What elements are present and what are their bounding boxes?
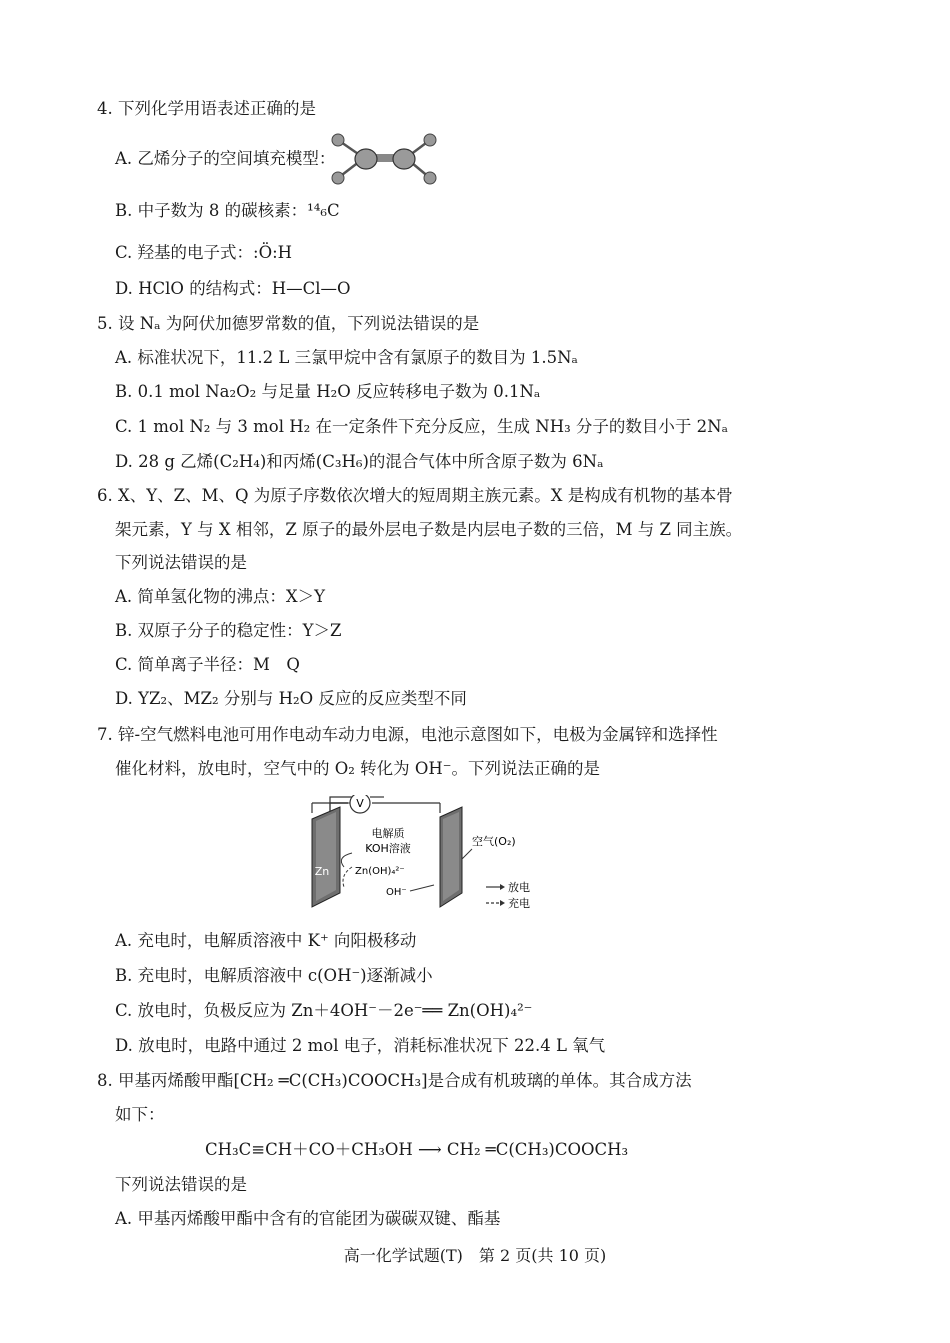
zinc-air-battery-diagram bbox=[300, 795, 550, 920]
q6-stem-line1: 6. X、Y、Z、M、Q 为原子序数依次增大的短周期主族元素。X 是构成有机物的基本骨 bbox=[97, 486, 733, 505]
q6-option-b: B. 双原子分子的稳定性：Y＞Z bbox=[115, 621, 342, 640]
zn-label: Zn bbox=[314, 865, 330, 878]
ethylene-space-filling-model bbox=[326, 132, 442, 186]
q4-option-b: B. 中子数为 8 的碳核素：¹⁴₆C bbox=[115, 201, 340, 220]
q5-stem: 5. 设 Nₐ 为阿伏加德罗常数的值，下列说法错误的是 bbox=[97, 314, 480, 333]
q6-option-d: D. YZ₂、MZ₂ 分别与 H₂O 反应的反应类型不同 bbox=[115, 689, 467, 708]
q8-stem-line1: 8. 甲基丙烯酸甲酯[CH₂ ═C(CH₃)COOCH₃]是合成有机玻璃的单体。其合成方法 bbox=[97, 1071, 692, 1090]
air-label: 空气(O₂) bbox=[472, 835, 516, 848]
legend-charge: 充电 bbox=[508, 897, 530, 910]
electrolyte-label: 电解质 bbox=[371, 827, 405, 840]
q8-equation: CH₃C≡CH＋CO＋CH₃OH ⟶ CH₂ ═C(CH₃)COOCH₃ bbox=[205, 1140, 629, 1159]
q4-option-a: A. 乙烯分子的空间填充模型： bbox=[115, 149, 336, 168]
q7-stem-line2: 催化材料，放电时，空气中的 O₂ 转化为 OH⁻。下列说法正确的是 bbox=[115, 759, 601, 778]
q6-stem-line3: 下列说法错误的是 bbox=[115, 553, 247, 572]
zincate-label: Zn(OH)₄²⁻ bbox=[355, 866, 405, 877]
q6-option-a: A. 简单氢化物的沸点：X＞Y bbox=[115, 587, 326, 606]
legend-discharge: 放电 bbox=[508, 881, 530, 894]
q8-stem-line3: 下列说法错误的是 bbox=[115, 1175, 247, 1194]
hydroxide-label: OH⁻ bbox=[386, 887, 407, 898]
q7-option-c: C. 放电时，负极反应为 Zn＋4OH⁻－2e⁻══ Zn(OH)₄²⁻ bbox=[115, 1001, 533, 1020]
q7-option-a: A. 充电时，电解质溶液中 K⁺ 向阳极移动 bbox=[115, 931, 417, 950]
q7-option-b: B. 充电时，电解质溶液中 c(OH⁻)逐渐减小 bbox=[115, 966, 433, 985]
q5-option-a: A. 标准状况下，11.2 L 三氯甲烷中含有氯原子的数目为 1.5Nₐ bbox=[115, 348, 578, 367]
q5-option-c: C. 1 mol N₂ 与 3 mol H₂ 在一定条件下充分反应，生成 NH₃ 分子的数目小于 2Nₐ bbox=[115, 417, 728, 436]
q4-stem: 4. 下列化学用语表述正确的是 bbox=[97, 99, 316, 118]
q7-stem-line1: 7. 锌-空气燃料电池可用作电动车动力电源，电池示意图如下，电极为金属锌和选择性 bbox=[97, 725, 718, 744]
page-footer: 高一化学试题(T) 第 2 页(共 10 页) bbox=[343, 1246, 607, 1265]
q4-option-c: C. 羟基的电子式：:Ö:H bbox=[115, 243, 293, 262]
voltmeter-label: V bbox=[356, 797, 364, 810]
q7-option-d: D. 放电时，电路中通过 2 mol 电子，消耗标准状况下 22.4 L 氧气 bbox=[115, 1036, 606, 1055]
q6-option-c: C. 简单离子半径：M Q bbox=[115, 655, 300, 674]
q5-option-b: B. 0.1 mol Na₂O₂ 与足量 H₂O 反应转移电子数为 0.1Nₐ bbox=[115, 382, 541, 401]
q8-option-a: A. 甲基丙烯酸甲酯中含有的官能团为碳碳双键、酯基 bbox=[115, 1209, 501, 1228]
q5-option-d: D. 28 g 乙烯(C₂H₄)和丙烯(C₃H₆)的混合气体中所含原子数为 6Nₐ bbox=[115, 452, 604, 471]
q4-option-d: D. HClO 的结构式：H—Cl—O bbox=[115, 279, 351, 298]
koh-solution-label: KOH溶液 bbox=[365, 842, 411, 855]
q6-stem-line2: 架元素，Y 与 X 相邻，Z 原子的最外层电子数是内层电子数的三倍，M 与 Z 同主族。 bbox=[115, 520, 743, 539]
q8-stem-line2: 如下： bbox=[115, 1105, 165, 1124]
